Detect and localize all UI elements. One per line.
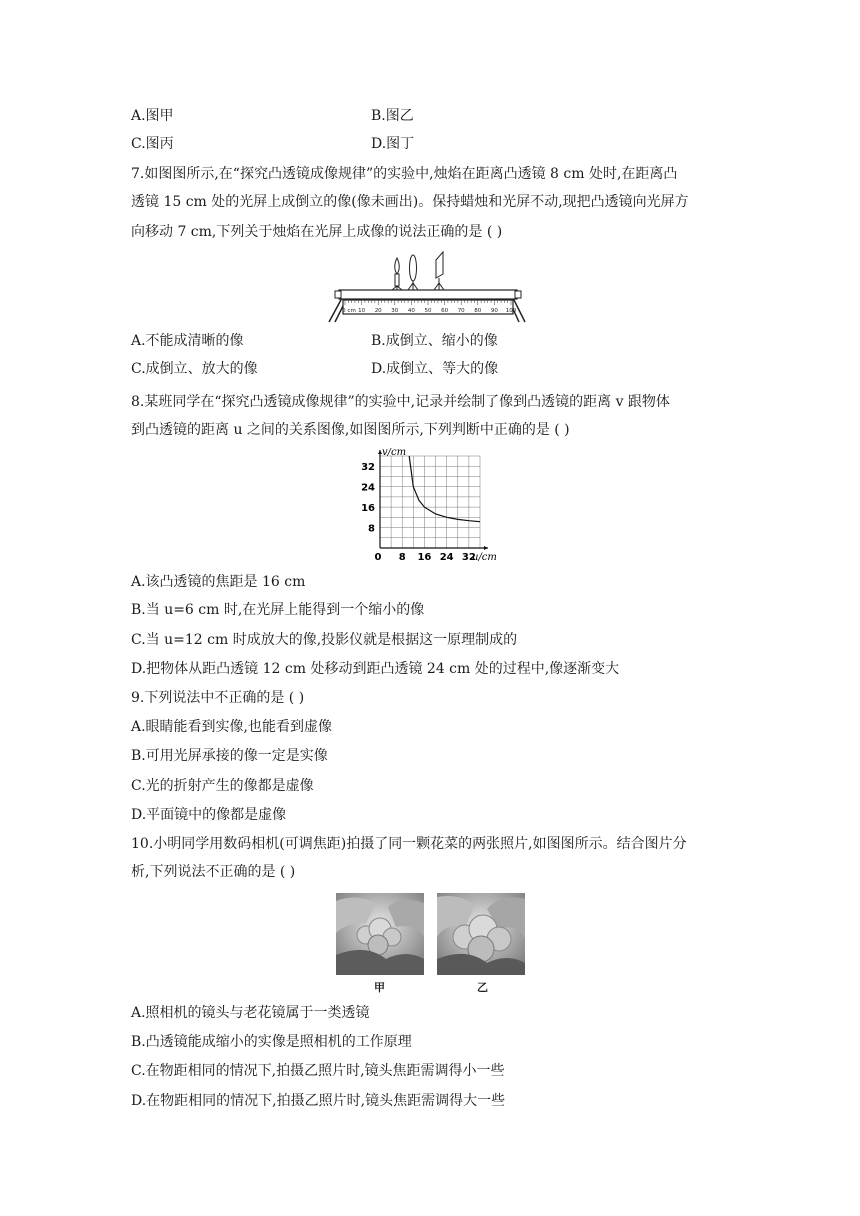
- q8-option-a: A.该凸透镜的焦距是 16 cm: [131, 574, 306, 590]
- v-u-chart: [358, 448, 508, 566]
- cauliflower-photo-yi: [437, 893, 525, 975]
- ruler-label: 90: [490, 308, 498, 314]
- ruler-label: 10: [358, 308, 366, 314]
- ruler-label: 60: [441, 308, 449, 314]
- optical-bench-figure: [325, 250, 531, 326]
- ruler-label: 100: [505, 308, 517, 314]
- y-tick-label: 16: [361, 503, 375, 515]
- q10-option-d: D.在物距相同的情况下,拍摄乙照片时,镜头焦距需调得大一些: [131, 1093, 506, 1109]
- q7-stem-line3: 向移动 7 cm,下列关于烛焰在光屏上成像的说法正确的是 ( ): [131, 224, 503, 240]
- candle: [392, 258, 402, 290]
- q8-stem-line1: 8.某班同学在“探究凸透镜成像规律”的实验中,记录并绘制了像到凸透镜的距离 v 跟物体: [131, 394, 670, 410]
- q8-stem-line2: 到凸透镜的距离 u 之间的关系图像,如图图所示,下列判断中正确的是 ( ): [131, 422, 570, 438]
- x-tick-label: 24: [439, 552, 454, 563]
- ruler-label: 0 cm: [342, 308, 356, 314]
- q7-option-a: A.不能成清晰的像: [131, 333, 244, 349]
- ruler-label: 70: [457, 308, 465, 314]
- q7-option-d: D.成倒立、等大的像: [371, 361, 499, 377]
- q10-option-a: A.照相机的镜头与老花镜属于一类透镜: [131, 1005, 370, 1021]
- q8-option-b: B.当 u=6 cm 时,在光屏上能得到一个缩小的像: [131, 602, 425, 618]
- photo-caption-jia: 甲: [374, 981, 385, 994]
- chart-grid: [380, 456, 480, 548]
- q7-option-b: B.成倒立、缩小的像: [371, 333, 498, 349]
- y-tick-label: 24: [361, 482, 375, 494]
- ruler-label: 20: [374, 308, 382, 314]
- x-tick-label: 8: [398, 552, 406, 563]
- x-axis-arrow: [484, 546, 488, 550]
- q7-stem-line2: 透镜 15 cm 处的光屏上成倒立的像(像未画出)。保持蜡烛和光屏不动,现把凸透镜向光屏方: [131, 194, 689, 210]
- y-tick-label: 8: [368, 523, 375, 535]
- chart-series-line: [409, 456, 480, 522]
- q9-option-b: B.可用光屏承接的像一定是实像: [131, 748, 328, 764]
- ruler-label: 80: [474, 308, 482, 314]
- q6-option-d: D.图丁: [371, 136, 415, 152]
- x-tick-label: 0: [374, 552, 382, 563]
- photo-caption-yi: 乙: [477, 981, 488, 994]
- q9-option-d: D.平面镜中的像都是虚像: [131, 807, 287, 823]
- cauliflower-photo-jia: [336, 893, 424, 975]
- y-tick-label: 32: [361, 462, 375, 474]
- ruler-label: 40: [407, 308, 415, 314]
- x-tick-label: 32: [461, 552, 476, 563]
- q9-stem: 9.下列说法中不正确的是 ( ): [131, 690, 305, 706]
- light-screen: [434, 252, 444, 290]
- q10-option-b: B.凸透镜能成缩小的实像是照相机的工作原理: [131, 1034, 412, 1050]
- q9-option-c: C.光的折射产生的像都是虚像: [131, 778, 314, 794]
- q7-stem-line1: 7.如图图所示,在“探究凸透镜成像规律”的实验中,烛焰在距离凸透镜 8 cm 处时,在距离凸: [131, 166, 678, 182]
- q10-option-c: C.在物距相同的情况下,拍摄乙照片时,镜头焦距需调得小一些: [131, 1063, 505, 1079]
- q10-stem-line1: 10.小明同学用数码相机(可调焦距)拍摄了同一颗花菜的两张照片,如图图所示。结合图片分: [131, 836, 687, 852]
- ruler-label: 30: [391, 308, 399, 314]
- convex-lens: [408, 255, 418, 290]
- q8-option-c: C.当 u=12 cm 时成放大的像,投影仪就是根据这一原理制成的: [131, 632, 518, 648]
- q10-stem-line2: 析,下列说法不正确的是 ( ): [131, 864, 296, 880]
- chart-axes: [378, 450, 488, 550]
- q6-option-a: A.图甲: [131, 108, 174, 124]
- q9-option-a: A.眼睛能看到实像,也能看到虚像: [131, 719, 333, 735]
- x-tick-label: 16: [417, 552, 432, 563]
- y-axis-label: v/cm: [382, 448, 407, 458]
- ruler-label: 50: [424, 308, 432, 314]
- x-axis-label: u/cm: [472, 552, 497, 563]
- q6-option-c: C.图丙: [131, 136, 174, 152]
- q8-option-d: D.把物体从距凸透镜 12 cm 处移动到距凸透镜 24 cm 处的过程中,像逐渐变大: [131, 661, 620, 677]
- q6-option-b: B.图乙: [371, 108, 414, 124]
- q7-option-c: C.成倒立、放大的像: [131, 361, 258, 377]
